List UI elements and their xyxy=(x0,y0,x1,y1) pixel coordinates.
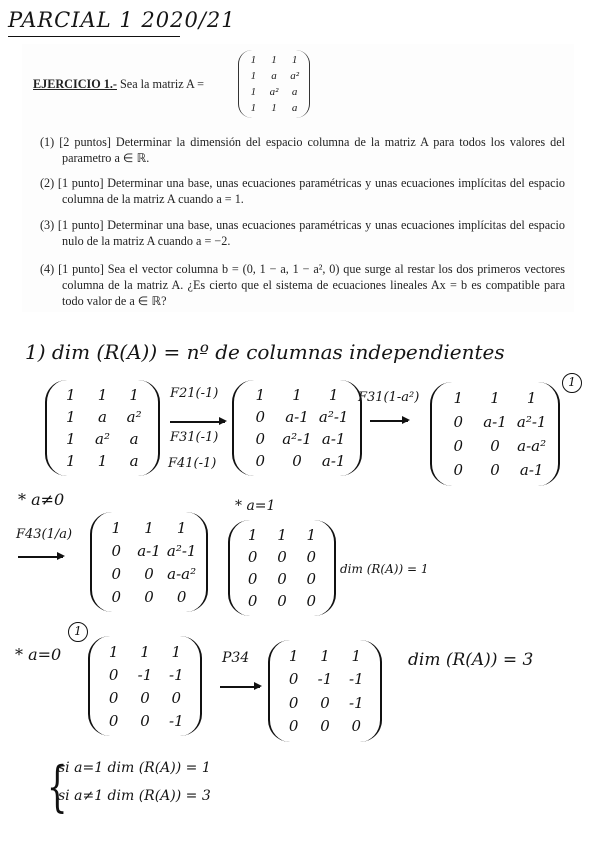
matrix-cell: 0 xyxy=(144,564,154,583)
matrix-cell: 0 xyxy=(140,711,150,730)
matrix-step4 xyxy=(90,512,208,612)
matrix-cell: 1 xyxy=(247,526,258,544)
matrix-cell: 0 xyxy=(247,548,258,566)
brace-icon: { xyxy=(46,755,68,818)
row-op-f21: F21(-1) xyxy=(170,386,219,401)
matrix-cell: a²-1 xyxy=(166,541,197,560)
row-op-f31: F31(-1) xyxy=(170,430,219,445)
matrix-cell: a xyxy=(291,102,298,114)
matrix-cell: 1 xyxy=(490,389,500,407)
arrow-icon xyxy=(170,421,225,423)
matrix-cell: 0 xyxy=(320,717,330,736)
matrix-cell: a² xyxy=(290,70,300,82)
matrix-cell: 1 xyxy=(291,54,298,66)
matrix-cell: 0 xyxy=(171,688,182,707)
matrix-cell: 1 xyxy=(129,386,139,404)
case-a-1: * a=1 xyxy=(235,498,276,514)
page-title: PARCIAL 1 2020/21 xyxy=(8,8,180,37)
dim-result-3: dim (R(A)) = 3 xyxy=(408,650,534,670)
matrix-cell: a²-1 xyxy=(516,413,547,431)
intro-text: Sea la matriz A = xyxy=(120,77,205,91)
matrix-cell: a² xyxy=(126,408,142,426)
question-3: (3) [1 punto] Determinar una base, unas ecuaciones paramétricas y unas ecuaciones implícitas del espacio nulo de la matriz A cuando a = −2. xyxy=(40,218,565,248)
matrix-cell: 1 xyxy=(108,642,119,661)
matrix-cell: a-1 xyxy=(483,413,507,431)
matrix-cell: 0 xyxy=(292,452,302,470)
matrix-cell: 0 xyxy=(111,587,122,606)
matrix-cell: 0 xyxy=(453,461,464,479)
matrix-cell: 0 xyxy=(247,592,258,610)
matrix-a xyxy=(238,50,310,118)
matrix-cell: 0 xyxy=(320,693,330,712)
matrix-cell: 0 xyxy=(351,717,362,736)
matrix-cell: 0 xyxy=(255,408,266,426)
matrix-cell: 0 xyxy=(306,592,317,610)
matrix-cell: 0 xyxy=(255,430,266,448)
matrix-cell: 0 xyxy=(288,693,299,712)
arrow-icon xyxy=(220,686,260,688)
matrix-cell: 1 xyxy=(526,389,537,407)
matrix-cell: 0 xyxy=(176,587,187,606)
matrix-cell: 0 xyxy=(277,592,287,610)
matrix-cell: -1 xyxy=(169,665,184,684)
arrow-icon xyxy=(18,556,63,558)
matrix-cell: -1 xyxy=(317,670,333,689)
matrix-a0 xyxy=(88,636,202,736)
circled-mark: 1 xyxy=(68,622,88,642)
matrix-cell: 1 xyxy=(250,86,257,98)
matrix-cell: 1 xyxy=(176,518,187,537)
matrix-cell: a² xyxy=(269,86,279,98)
matrix-cell: 0 xyxy=(288,670,299,689)
matrix-cell: 1 xyxy=(288,646,299,665)
question-2: (2) [1 punto] Determinar una base, unas ecuaciones paramétricas y unas ecuaciones implícitas del espacio columna de la matriz A cuando a = 1. xyxy=(40,176,565,206)
matrix-cell: 0 xyxy=(140,688,150,707)
matrix-cell: -1 xyxy=(169,711,184,730)
matrix-cell: a xyxy=(291,86,298,98)
exercise-intro xyxy=(33,77,204,92)
conclusion-2: si a≠1 dim (R(A)) = 3 xyxy=(58,788,211,804)
matrix-a0-swapped xyxy=(268,640,382,742)
matrix-cell: a²-1 xyxy=(318,408,349,426)
matrix-cell: 1 xyxy=(320,646,330,665)
matrix-cell: 0 xyxy=(108,688,119,707)
matrix-cell: 0 xyxy=(277,570,287,588)
matrix-cell: -1 xyxy=(349,693,364,712)
matrix-cell: 1 xyxy=(250,54,257,66)
case-a-0: * a=0 xyxy=(15,645,62,664)
matrix-cell: 1 xyxy=(171,642,182,661)
question-4: (4) [1 punto] Sea el vector columna b = (0, 1 − a, 1 − a², 0) que surge al restar los dos primeros vectores columna de la matriz A. ¿Es cierto que el sistema de ecuaciones lineales Ax = b es compatible para todo valor de a ∈ ℝ? xyxy=(40,262,565,308)
matrix-cell: a-1 xyxy=(285,408,309,426)
matrix-step3 xyxy=(430,382,560,486)
matrix-cell: 1 xyxy=(140,642,150,661)
matrix-cell: 1 xyxy=(271,102,277,114)
matrix-cell: 1 xyxy=(277,526,287,544)
matrix-cell: 0 xyxy=(255,452,266,470)
matrix-cell: 1 xyxy=(66,430,76,448)
matrix-cell: 0 xyxy=(108,665,119,684)
row-op-f43: F43(1/a) xyxy=(16,527,73,542)
arrow-icon xyxy=(370,420,408,422)
matrix-cell: a²-1 xyxy=(282,430,312,448)
matrix-cell: a-1 xyxy=(519,461,544,479)
matrix-cell: 1 xyxy=(66,386,76,404)
matrix-cell: 1 xyxy=(144,518,154,537)
matrix-cell: 0 xyxy=(111,541,122,560)
matrix-cell: 1 xyxy=(328,386,339,404)
row-op-f41: F41(-1) xyxy=(168,456,217,471)
matrix-cell: a-1 xyxy=(137,541,161,560)
matrix-cell: a xyxy=(129,452,139,470)
matrix-cell: a-a² xyxy=(167,564,197,583)
matrix-cell: 0 xyxy=(306,570,317,588)
dim-result-1: dim (R(A)) = 1 xyxy=(340,562,429,576)
matrix-cell: 1 xyxy=(292,386,302,404)
matrix-cell: 1 xyxy=(97,452,108,470)
exercise-statement xyxy=(22,44,574,312)
matrix-step2 xyxy=(232,380,362,476)
matrix-cell: 0 xyxy=(453,413,464,431)
matrix-cell: 1 xyxy=(255,386,266,404)
matrix-step1 xyxy=(45,380,160,476)
matrix-cell: a-1 xyxy=(321,452,346,470)
matrix-cell: 1 xyxy=(250,102,257,114)
matrix-cell: -1 xyxy=(349,670,364,689)
row-op-f31-b: F31(1-a²) xyxy=(358,390,420,405)
matrix-cell: a xyxy=(129,430,139,448)
row-op-p34: P34 xyxy=(222,650,250,666)
case-a-ne-0: * a≠0 xyxy=(18,490,65,509)
matrix-cell: 0 xyxy=(288,717,299,736)
matrix-cell: -1 xyxy=(137,665,153,684)
matrix-cell: a² xyxy=(95,430,110,448)
circled-mark: 1 xyxy=(562,373,582,393)
matrix-a1 xyxy=(228,520,336,616)
matrix-cell: 0 xyxy=(144,587,154,606)
matrix-cell: 1 xyxy=(66,452,76,470)
matrix-cell: 1 xyxy=(66,408,76,426)
matrix-cell: 0 xyxy=(247,570,258,588)
matrix-cell: 1 xyxy=(271,54,277,66)
matrix-cell: 1 xyxy=(111,518,122,537)
matrix-cell: a xyxy=(271,70,277,82)
matrix-cell: 0 xyxy=(108,711,119,730)
matrix-cell: 0 xyxy=(111,564,122,583)
matrix-cell: 1 xyxy=(453,389,464,407)
matrix-cell: 1 xyxy=(351,646,362,665)
matrix-cell: 1 xyxy=(250,70,257,82)
matrix-cell: 0 xyxy=(277,548,287,566)
matrix-cell: a xyxy=(98,408,107,426)
solution-heading: 1) dim (R(A)) = nº de columnas independientes xyxy=(25,340,505,364)
matrix-cell: 1 xyxy=(97,386,108,404)
exercise-heading: EJERCICIO 1.- xyxy=(33,77,117,91)
matrix-cell: 0 xyxy=(490,437,500,455)
conclusion-1: si a=1 dim (R(A)) = 1 xyxy=(58,760,211,776)
matrix-cell: 0 xyxy=(490,461,500,479)
matrix-cell: a-1 xyxy=(321,430,346,448)
matrix-cell: a-a² xyxy=(517,437,547,455)
matrix-cell: 0 xyxy=(453,437,464,455)
question-1: (1) [2 puntos] Determinar la dimensión del espacio columna de la matriz A para todos los valores del parametro a ∈ ℝ. xyxy=(40,135,565,165)
matrix-cell: 1 xyxy=(306,526,317,544)
matrix-cell: 0 xyxy=(306,548,317,566)
